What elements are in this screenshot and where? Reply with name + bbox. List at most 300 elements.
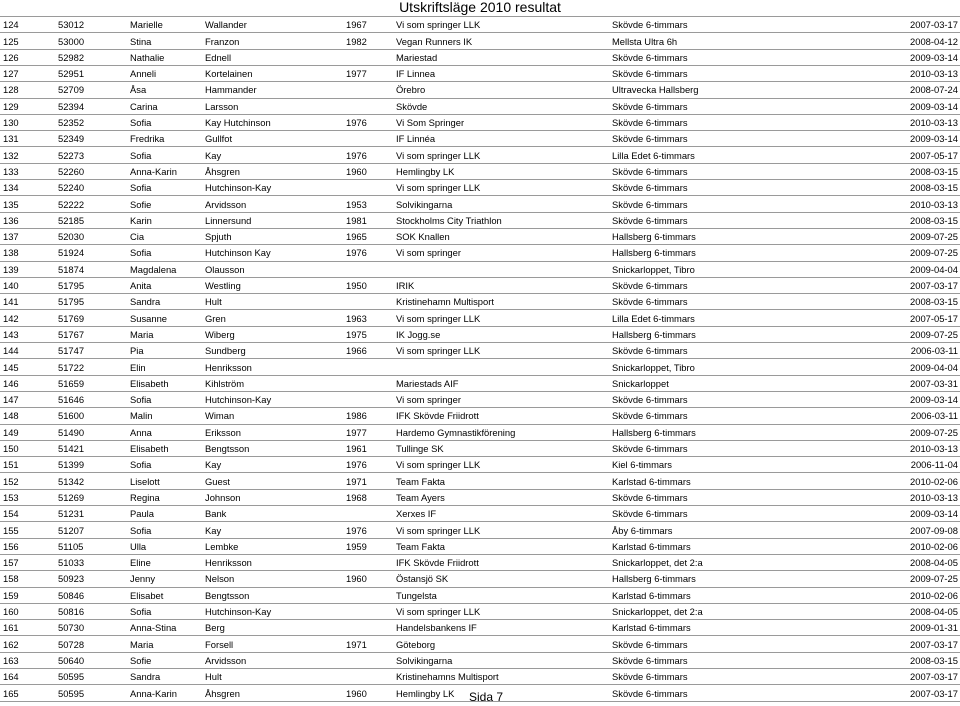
birth-year-cell: 1975	[346, 328, 367, 340]
club-cell: Skövde	[396, 100, 428, 112]
first-name-cell: Sofia	[130, 117, 152, 129]
race-cell: Skövde 6-timmars	[612, 638, 688, 650]
club-cell: Vi som springer LLK	[396, 524, 481, 536]
result-value-cell: 51600	[58, 410, 85, 422]
last-name-cell: Henriksson	[205, 557, 252, 569]
club-cell: Hemlingby LK	[396, 687, 455, 699]
page-number-label: Sida 7	[468, 690, 504, 704]
row-index-cell: 142	[3, 312, 19, 324]
first-name-cell: Cia	[130, 231, 145, 243]
result-value-cell: 51269	[58, 491, 85, 503]
birth-year-cell: 1986	[346, 410, 367, 422]
first-name-cell: Anna-Karin	[130, 165, 177, 177]
table-row	[0, 212, 960, 228]
last-name-cell: Spjuth	[205, 231, 232, 243]
race-date-cell: 2007-03-17	[910, 671, 958, 683]
result-value-cell: 51033	[58, 557, 85, 569]
race-cell: Skövde 6-timmars	[612, 100, 688, 112]
club-cell: Team Ayers	[396, 491, 445, 503]
row-index-cell: 149	[3, 426, 19, 438]
race-cell: Skövde 6-timmars	[612, 68, 688, 80]
club-cell: Vi som springer LLK	[396, 459, 481, 471]
row-index-cell: 126	[3, 51, 19, 63]
race-date-cell: 2008-03-15	[910, 165, 958, 177]
result-value-cell: 52951	[58, 68, 85, 80]
result-value-cell: 52030	[58, 231, 85, 243]
first-name-cell: Sandra	[130, 296, 161, 308]
race-date-cell: 2009-07-25	[910, 231, 958, 243]
race-date-cell: 2009-03-14	[910, 394, 958, 406]
row-index-cell: 160	[3, 606, 19, 618]
club-cell: SOK Knallen	[396, 231, 450, 243]
result-value-cell: 51659	[58, 377, 85, 389]
result-value-cell: 51490	[58, 426, 85, 438]
result-value-cell: 51399	[58, 459, 85, 471]
first-name-cell: Fredrika	[130, 133, 165, 145]
row-index-cell: 148	[3, 410, 19, 422]
club-cell: Vi som springer	[396, 247, 461, 259]
race-cell: Kiel 6-timmars	[612, 459, 672, 471]
first-name-cell: Maria	[130, 638, 154, 650]
club-cell: Vi som springer LLK	[396, 182, 481, 194]
club-cell: Vi som springer LLK	[396, 606, 481, 618]
first-name-cell: Elisabeth	[130, 443, 169, 455]
first-name-cell: Sofie	[130, 198, 152, 210]
first-name-cell: Stina	[130, 35, 152, 47]
first-name-cell: Elisabet	[130, 589, 164, 601]
birth-year-cell: 1966	[346, 345, 367, 357]
club-cell: Göteborg	[396, 638, 436, 650]
result-value-cell: 50640	[58, 654, 85, 666]
row-index-cell: 153	[3, 491, 19, 503]
result-value-cell: 50728	[58, 638, 85, 650]
row-index-cell: 147	[3, 394, 19, 406]
club-cell: Team Fakta	[396, 475, 445, 487]
last-name-cell: Gren	[205, 312, 226, 324]
club-cell: Mariestad	[396, 51, 438, 63]
last-name-cell: Kihlström	[205, 377, 245, 389]
last-name-cell: Nelson	[205, 573, 235, 585]
table-row	[0, 472, 960, 488]
first-name-cell: Anita	[130, 280, 152, 292]
page-title: Utskriftsläge 2010 resultat	[399, 0, 561, 15]
row-index-cell: 150	[3, 443, 19, 455]
result-value-cell: 52349	[58, 133, 85, 145]
table-row	[0, 16, 960, 32]
club-cell: Solvikingarna	[396, 654, 453, 666]
birth-year-cell: 1965	[346, 231, 367, 243]
table-row	[0, 603, 960, 619]
result-value-cell: 51767	[58, 328, 85, 340]
club-cell: Örebro	[396, 84, 426, 96]
last-name-cell: Bank	[205, 508, 227, 520]
row-index-cell: 136	[3, 214, 19, 226]
last-name-cell: Bengtsson	[205, 443, 250, 455]
race-date-cell: 2007-09-08	[910, 524, 958, 536]
race-date-cell: 2008-07-24	[910, 84, 958, 96]
race-date-cell: 2009-03-14	[910, 508, 958, 520]
first-name-cell: Sandra	[130, 671, 161, 683]
result-value-cell: 52222	[58, 198, 85, 210]
first-name-cell: Regina	[130, 491, 160, 503]
birth-year-cell: 1960	[346, 687, 367, 699]
table-row	[0, 391, 960, 407]
club-cell: Hardemo Gymnastikförening	[396, 426, 516, 438]
race-date-cell: 2009-01-31	[910, 622, 958, 634]
race-cell: Karlstad 6-timmars	[612, 622, 691, 634]
race-date-cell: 2007-03-17	[910, 280, 958, 292]
table-row	[0, 261, 960, 277]
club-cell: Mariestads AIF	[396, 377, 459, 389]
table-row	[0, 440, 960, 456]
birth-year-cell: 1960	[346, 573, 367, 585]
first-name-cell: Paula	[130, 508, 154, 520]
table-row	[0, 652, 960, 668]
last-name-cell: Kortelainen	[205, 68, 253, 80]
row-index-cell: 125	[3, 35, 19, 47]
table-row	[0, 130, 960, 146]
first-name-cell: Nathalie	[130, 51, 165, 63]
row-index-cell: 143	[3, 328, 19, 340]
club-cell: Hemlingby LK	[396, 165, 455, 177]
race-cell: Hallsberg 6-timmars	[612, 426, 696, 438]
result-value-cell: 50595	[58, 687, 85, 699]
race-cell: Mellsta Ultra 6h	[612, 35, 678, 47]
club-cell: IK Jogg.se	[396, 328, 441, 340]
race-date-cell: 2006-11-04	[910, 459, 958, 471]
race-cell: Skövde 6-timmars	[612, 654, 688, 666]
last-name-cell: Berg	[205, 622, 225, 634]
row-index-cell: 145	[3, 361, 19, 373]
race-cell: Skövde 6-timmars	[612, 296, 688, 308]
club-cell: IF Linnea	[396, 68, 436, 80]
race-cell: Snickarloppet, Tibro	[612, 361, 695, 373]
table-row	[0, 146, 960, 162]
row-index-cell: 140	[3, 280, 19, 292]
last-name-cell: Westling	[205, 280, 241, 292]
race-date-cell: 2010-03-13	[910, 443, 958, 455]
first-name-cell: Eline	[130, 557, 151, 569]
race-cell: Skövde 6-timmars	[612, 165, 688, 177]
row-index-cell: 138	[3, 247, 19, 259]
row-index-cell: 157	[3, 557, 19, 569]
table-row	[0, 668, 960, 684]
table-row	[0, 114, 960, 130]
race-date-cell: 2008-03-15	[910, 296, 958, 308]
last-name-cell: Kay	[205, 459, 222, 471]
race-date-cell: 2008-04-05	[910, 606, 958, 618]
first-name-cell: Sofia	[130, 606, 152, 618]
result-value-cell: 51795	[58, 280, 85, 292]
last-name-cell: Wiman	[205, 410, 235, 422]
club-cell: IF Linnéa	[396, 133, 436, 145]
race-date-cell: 2008-03-15	[910, 182, 958, 194]
table-row	[0, 163, 960, 179]
last-name-cell: Gullfot	[205, 133, 233, 145]
birth-year-cell: 1976	[346, 247, 367, 259]
birth-year-cell: 1976	[346, 117, 367, 129]
race-cell: Lilla Edet 6-timmars	[612, 149, 695, 161]
row-index-cell: 132	[3, 149, 19, 161]
race-date-cell: 2010-03-13	[910, 68, 958, 80]
row-index-cell: 135	[3, 198, 19, 210]
table-row	[0, 342, 960, 358]
race-date-cell: 2009-07-25	[910, 573, 958, 585]
race-date-cell: 2010-03-13	[910, 491, 958, 503]
row-index-cell: 155	[3, 524, 19, 536]
table-row	[0, 570, 960, 586]
last-name-cell: Henriksson	[205, 361, 252, 373]
race-cell: Snickarloppet	[612, 377, 669, 389]
last-name-cell: Wiberg	[205, 328, 235, 340]
race-cell: Snickarloppet, Tibro	[612, 263, 695, 275]
row-index-cell: 162	[3, 638, 19, 650]
race-cell: Skövde 6-timmars	[612, 671, 688, 683]
birth-year-cell: 1961	[346, 443, 367, 455]
race-cell: Karlstad 6-timmars	[612, 589, 691, 601]
last-name-cell: Hammander	[205, 84, 257, 96]
club-cell: Kristinehamn Multisport	[396, 296, 494, 308]
table-row	[0, 49, 960, 65]
race-cell: Åby 6-timmars	[612, 524, 673, 536]
result-value-cell: 50846	[58, 589, 85, 601]
table-row	[0, 456, 960, 472]
race-cell: Skövde 6-timmars	[612, 687, 688, 699]
table-row	[0, 521, 960, 537]
row-index-cell: 134	[3, 182, 19, 194]
first-name-cell: Susanne	[130, 312, 168, 324]
table-row	[0, 375, 960, 391]
race-date-cell: 2007-05-17	[910, 312, 958, 324]
birth-year-cell: 1960	[346, 165, 367, 177]
row-index-cell: 163	[3, 654, 19, 666]
last-name-cell: Hult	[205, 671, 222, 683]
table-row	[0, 309, 960, 325]
birth-year-cell: 1976	[346, 459, 367, 471]
result-value-cell: 51874	[58, 263, 85, 275]
last-name-cell: Olausson	[205, 263, 245, 275]
birth-year-cell: 1981	[346, 214, 367, 226]
first-name-cell: Marielle	[130, 19, 163, 31]
race-date-cell: 2008-04-12	[910, 35, 958, 47]
birth-year-cell: 1976	[346, 149, 367, 161]
row-index-cell: 151	[3, 459, 19, 471]
race-cell: Skövde 6-timmars	[612, 394, 688, 406]
table-row	[0, 554, 960, 570]
last-name-cell: Bengtsson	[205, 589, 250, 601]
table-row	[0, 587, 960, 603]
race-cell: Karlstad 6-timmars	[612, 475, 691, 487]
birth-year-cell: 1971	[346, 638, 367, 650]
race-cell: Skövde 6-timmars	[612, 133, 688, 145]
result-value-cell: 51722	[58, 361, 85, 373]
race-date-cell: 2007-05-17	[910, 149, 958, 161]
club-cell: IFK Skövde Friidrott	[396, 557, 479, 569]
club-cell: Vi som springer LLK	[396, 19, 481, 31]
result-value-cell: 52394	[58, 100, 85, 112]
club-cell: Team Fakta	[396, 540, 445, 552]
race-cell: Ultravecka Hallsberg	[612, 84, 699, 96]
last-name-cell: Hutchinson-Kay	[205, 606, 272, 618]
race-cell: Skövde 6-timmars	[612, 280, 688, 292]
race-date-cell: 2008-03-15	[910, 654, 958, 666]
table-row	[0, 358, 960, 374]
race-date-cell: 2010-03-13	[910, 198, 958, 210]
row-index-cell: 146	[3, 377, 19, 389]
last-name-cell: Åhsgren	[205, 687, 240, 699]
race-cell: Skövde 6-timmars	[612, 117, 688, 129]
row-index-cell: 164	[3, 671, 19, 683]
race-date-cell: 2009-07-25	[910, 247, 958, 259]
first-name-cell: Maria	[130, 328, 154, 340]
last-name-cell: Åhsgren	[205, 165, 240, 177]
race-cell: Lilla Edet 6-timmars	[612, 312, 695, 324]
race-date-cell: 2008-03-15	[910, 214, 958, 226]
birth-year-cell: 1963	[346, 312, 367, 324]
club-cell: Vi som springer LLK	[396, 149, 481, 161]
birth-year-cell: 1977	[346, 68, 367, 80]
first-name-cell: Karin	[130, 214, 152, 226]
row-index-cell: 159	[3, 589, 19, 601]
first-name-cell: Anneli	[130, 68, 157, 80]
race-cell: Hallsberg 6-timmars	[612, 328, 696, 340]
club-cell: Vi som springer	[396, 394, 461, 406]
last-name-cell: Linnersund	[205, 214, 252, 226]
table-row	[0, 505, 960, 521]
last-name-cell: Lembke	[205, 540, 239, 552]
birth-year-cell: 1959	[346, 540, 367, 552]
race-cell: Skövde 6-timmars	[612, 410, 688, 422]
last-name-cell: Hutchinson-Kay	[205, 182, 272, 194]
result-value-cell: 52240	[58, 182, 85, 194]
race-cell: Hallsberg 6-timmars	[612, 231, 696, 243]
result-value-cell: 51207	[58, 524, 85, 536]
race-date-cell: 2007-03-17	[910, 19, 958, 31]
table-row	[0, 244, 960, 260]
first-name-cell: Elisabeth	[130, 377, 169, 389]
row-index-cell: 144	[3, 345, 19, 357]
result-value-cell: 51646	[58, 394, 85, 406]
club-cell: IRIK	[396, 280, 415, 292]
race-date-cell: 2007-03-31	[910, 377, 958, 389]
last-name-cell: Sundberg	[205, 345, 246, 357]
race-date-cell: 2006-03-11	[910, 410, 958, 422]
birth-year-cell: 1950	[346, 280, 367, 292]
table-row	[0, 424, 960, 440]
last-name-cell: Arvidsson	[205, 654, 247, 666]
race-date-cell: 2009-07-25	[910, 328, 958, 340]
race-date-cell: 2008-04-05	[910, 557, 958, 569]
result-value-cell: 52273	[58, 149, 85, 161]
row-index-cell: 124	[3, 19, 19, 31]
last-name-cell: Forsell	[205, 638, 234, 650]
race-date-cell: 2010-02-06	[910, 475, 958, 487]
first-name-cell: Ulla	[130, 540, 147, 552]
last-name-cell: Ednell	[205, 51, 232, 63]
club-cell: Vi Som Springer	[396, 117, 465, 129]
race-date-cell: 2010-02-06	[910, 540, 958, 552]
table-row	[0, 195, 960, 211]
race-date-cell: 2009-04-04	[910, 361, 958, 373]
row-index-cell: 161	[3, 622, 19, 634]
race-cell: Skövde 6-timmars	[612, 508, 688, 520]
row-index-cell: 133	[3, 165, 19, 177]
first-name-cell: Sofie	[130, 654, 152, 666]
last-name-cell: Kay	[205, 524, 222, 536]
table-row	[0, 326, 960, 342]
birth-year-cell: 1968	[346, 491, 367, 503]
birth-year-cell: 1971	[346, 475, 367, 487]
first-name-cell: Sofia	[130, 394, 152, 406]
result-value-cell: 52709	[58, 84, 85, 96]
table-row	[0, 65, 960, 81]
race-cell: Hallsberg 6-timmars	[612, 573, 696, 585]
race-cell: Hallsberg 6-timmars	[612, 247, 696, 259]
race-cell: Skövde 6-timmars	[612, 51, 688, 63]
club-cell: Vi som springer LLK	[396, 312, 481, 324]
result-value-cell: 51105	[58, 540, 84, 552]
result-value-cell: 51231	[58, 508, 85, 520]
race-date-cell: 2009-04-04	[910, 263, 958, 275]
page-number	[0, 691, 960, 704]
result-value-cell: 53012	[58, 19, 85, 31]
race-cell: Skövde 6-timmars	[612, 491, 688, 503]
club-cell: Xerxes IF	[396, 508, 437, 520]
race-cell: Skövde 6-timmars	[612, 19, 688, 31]
club-cell: Handelsbankens IF	[396, 622, 477, 634]
result-value-cell: 51342	[58, 475, 85, 487]
row-index-cell: 131	[3, 133, 19, 145]
race-date-cell: 2007-03-17	[910, 638, 958, 650]
row-index-cell: 130	[3, 117, 19, 129]
last-name-cell: Eriksson	[205, 426, 241, 438]
table-row	[0, 179, 960, 195]
row-index-cell: 154	[3, 508, 19, 520]
table-row	[0, 538, 960, 554]
club-cell: Vegan Runners IK	[396, 35, 473, 47]
table-row	[0, 293, 960, 309]
last-name-cell: Larsson	[205, 100, 239, 112]
race-cell: Skövde 6-timmars	[612, 182, 688, 194]
table-row	[0, 407, 960, 423]
first-name-cell: Magdalena	[130, 263, 177, 275]
club-cell: Vi som springer LLK	[396, 345, 481, 357]
first-name-cell: Sofia	[130, 459, 152, 471]
last-name-cell: Guest	[205, 475, 231, 487]
club-cell: Kristinehamns Multisport	[396, 671, 499, 683]
race-date-cell: 2009-03-14	[910, 133, 958, 145]
first-name-cell: Elin	[130, 361, 146, 373]
row-index-cell: 137	[3, 231, 19, 243]
result-value-cell: 52260	[58, 165, 85, 177]
table-row	[0, 228, 960, 244]
result-value-cell: 50923	[58, 573, 85, 585]
first-name-cell: Sofia	[130, 149, 152, 161]
first-name-cell: Sofia	[130, 524, 152, 536]
race-date-cell: 2009-03-14	[910, 51, 958, 63]
first-name-cell: Carina	[130, 100, 158, 112]
first-name-cell: Sofia	[130, 182, 152, 194]
club-cell: Stockholms City Triathlon	[396, 214, 502, 226]
birth-year-cell: 1982	[346, 35, 367, 47]
first-name-cell: Liselott	[130, 475, 160, 487]
result-value-cell: 51795	[58, 296, 85, 308]
table-row	[0, 98, 960, 114]
result-value-cell: 50816	[58, 606, 85, 618]
last-name-cell: Johnson	[205, 491, 241, 503]
row-index-cell: 165	[3, 687, 19, 699]
birth-year-cell: 1976	[346, 524, 367, 536]
